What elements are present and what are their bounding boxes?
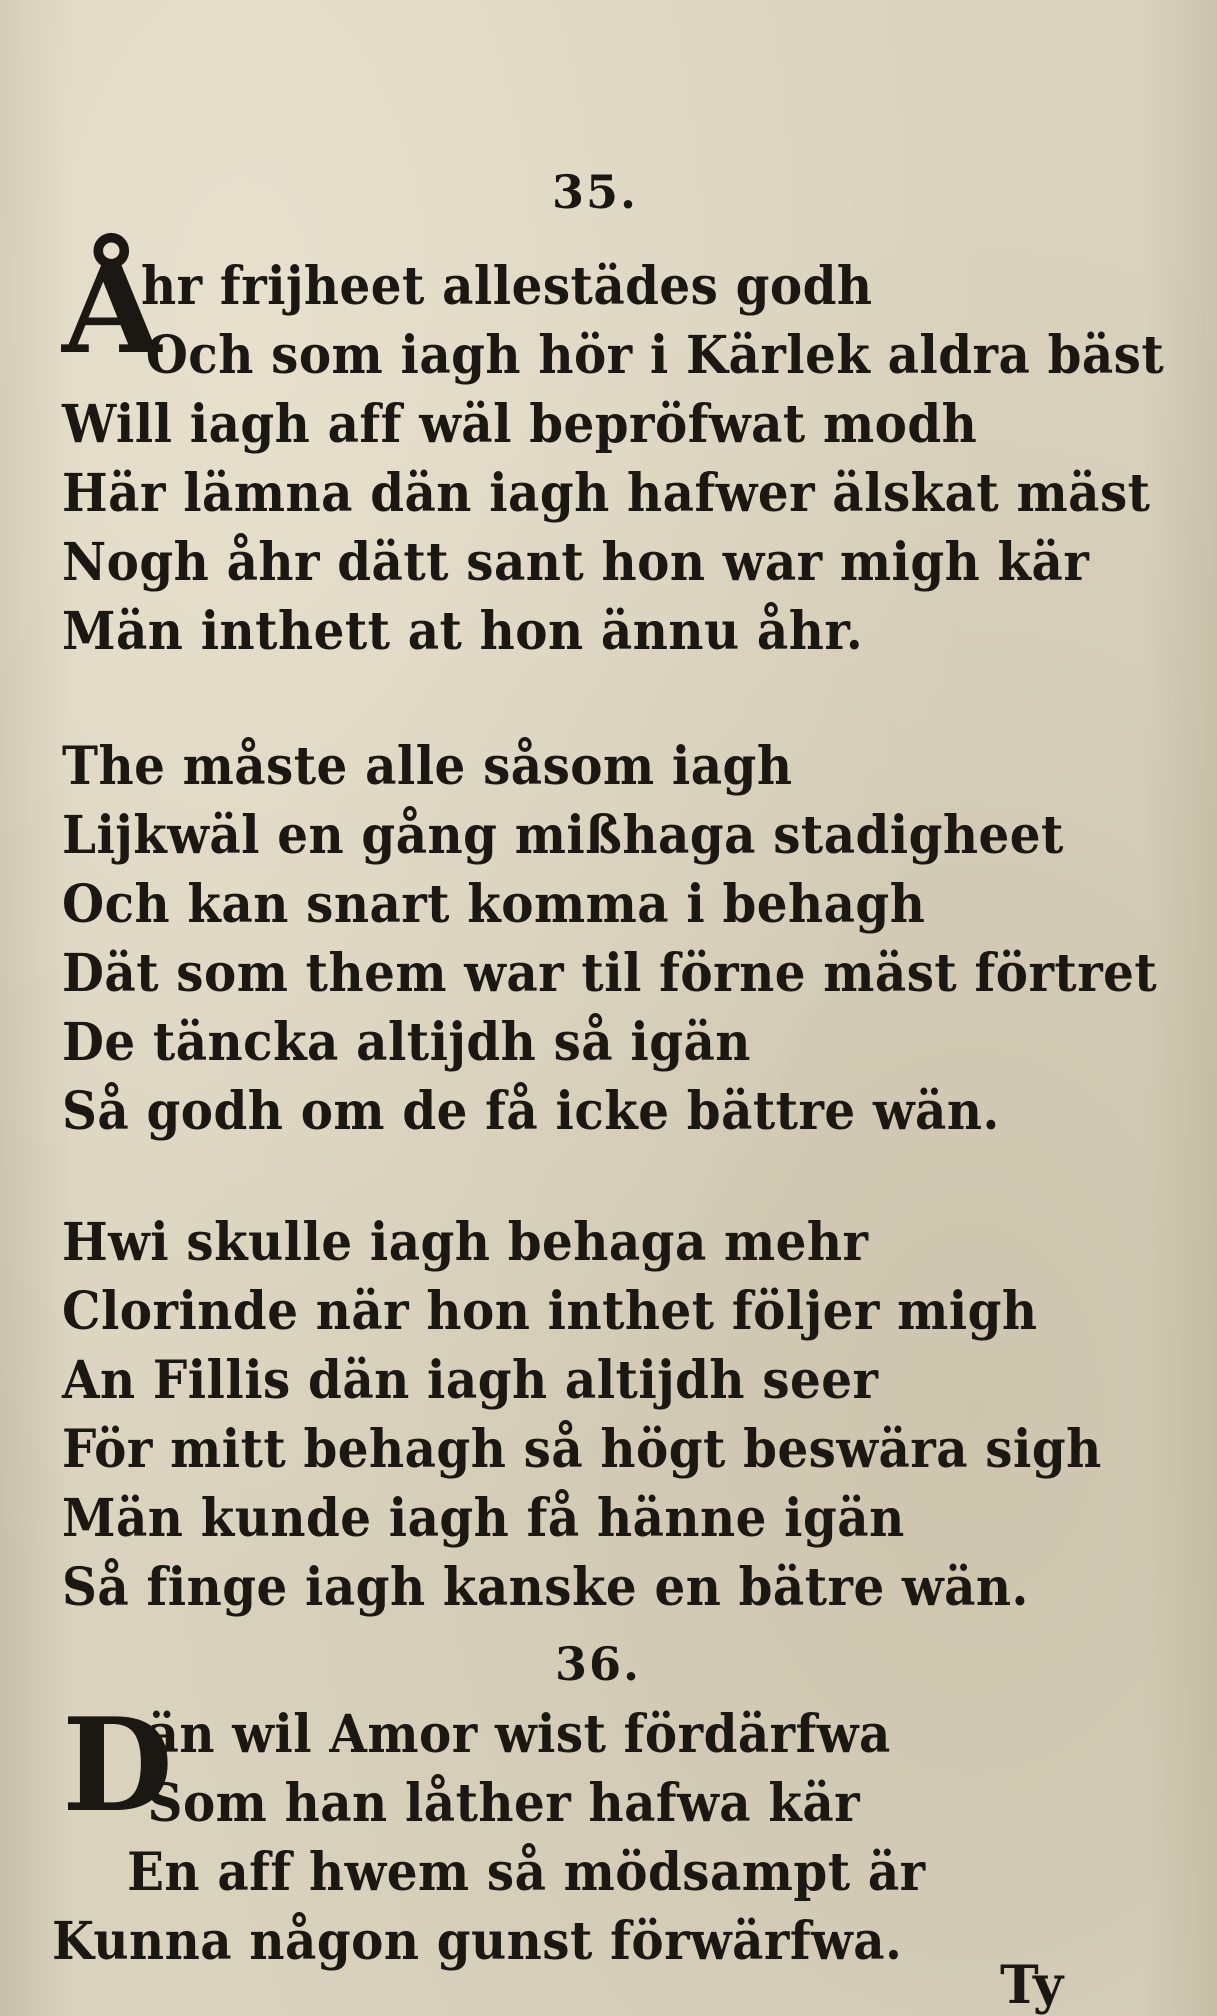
stanza <box>52 1691 1142 1976</box>
verse-line: Och kan snart komma i behagh <box>62 874 926 935</box>
stanza <box>62 732 1158 1146</box>
verse-line: Dät som them war til förne mäst förtret <box>62 943 1158 1004</box>
verse-line: The måste alle såsom iagh <box>62 736 793 797</box>
verse-line: Hwi skulle iagh behaga mehr <box>62 1212 869 1273</box>
verse-line: Här lämna dän iagh hafwer älskat mäst <box>62 463 1151 524</box>
song-number: 35. <box>551 165 639 219</box>
verse-line: Så finge iagh kanske en bätre wän. <box>62 1557 1029 1618</box>
verse-line: Lijkwäl en gång mißhaga stadigheet <box>62 805 1064 866</box>
verse-line: Clorinde när hon inthet följer migh <box>62 1281 1038 1342</box>
verse-line: Män kunde iagh få hänne igän <box>62 1488 905 1549</box>
catchword: Ty <box>1000 1955 1064 2016</box>
stanza <box>62 1208 1142 1622</box>
verse-line: Nogh åhr dätt sant hon war migh kär <box>62 532 1090 593</box>
verse-line: Will iagh aff wäl bepröfwat modh <box>62 394 978 455</box>
verse-line: Så godh om de få icke bättre wän. <box>62 1081 1000 1142</box>
verse-line: En aff hwem så mödsampt är <box>127 1842 926 1903</box>
drop-cap: Å <box>62 233 162 383</box>
verse-line: hr frijheet allestädes godh <box>141 256 873 317</box>
verse-line: För mitt behagh så högt beswära sigh <box>62 1419 1102 1480</box>
verse-line: Kunna någon gunst förwärfwa. <box>52 1911 903 1972</box>
verse-line: Män inthett at hon ännu åhr. <box>62 601 864 662</box>
verse-line: Och som iagh hör i Kärlek aldra bäst <box>145 325 1165 386</box>
verse-line: Som han låther hafwa kär <box>147 1773 861 1834</box>
verse-line: An Fillis dän iagh altijdh seer <box>62 1350 879 1411</box>
verse-line: De täncka altijdh så igän <box>62 1012 751 1073</box>
verse-line: än wil Amor wist fördärfwa <box>147 1704 891 1765</box>
drop-cap: D <box>62 1691 173 1841</box>
song-number: 36. <box>554 1637 642 1691</box>
stanza <box>62 252 1165 666</box>
